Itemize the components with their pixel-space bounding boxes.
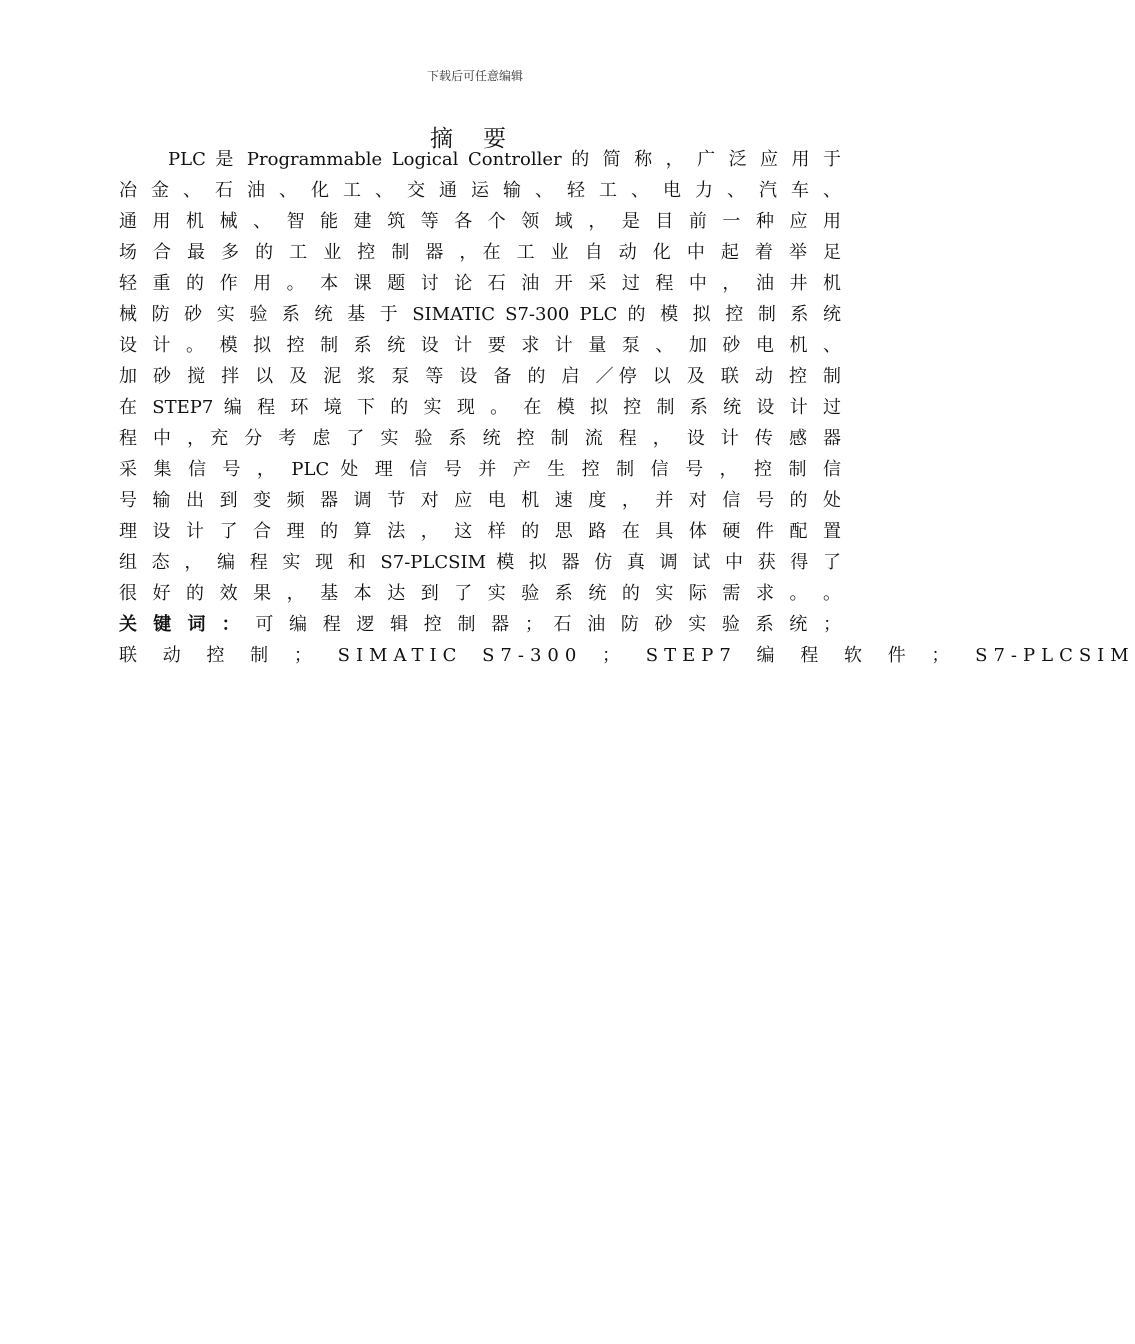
keywords-line	[119, 612, 841, 638]
keywords-label: 关 键 词 ：	[119, 614, 245, 635]
abstract-line: 采 集 信 号 ， PLC 处 理 信 号 并 产 生 控 制 信 号 ， 控 制 信	[119, 459, 841, 480]
abstract-line: 程 中 ，充 分 考 虑 了 实 验 系 统 控 制 流 程 ， 设 计 传 感 器	[119, 428, 841, 449]
abstract-line: 设 计 。 模 拟 控 制 系 统 设 计 要 求 计 量 泵 、 加 砂 电 机 、	[119, 335, 841, 356]
abstract-line: 很 好 的 效 果 ， 基 本 达 到 了 实 验 系 统 的 实 际 需 求 。 。	[119, 583, 841, 604]
abstract-line: 通 用 机 械 、 智 能 建 筑 等 各 个 领 域 ， 是 目 前 一 种 应 用	[119, 211, 841, 232]
abstract-line: PLC 是 Programmable Logical Controller 的 简 称 ， 广 泛 应 用 于	[168, 149, 841, 170]
abstract-line: 号 输 出 到 变 频 器 调 节 对 应 电 机 速 度 ， 并 对 信 号 的 处	[119, 490, 841, 511]
keywords-text: 可 编 程 逻 辑 控 制 器 ； 石 油 防 砂 实 验 系 统 ；	[255, 614, 841, 635]
abstract-line: 场 合 最 多 的 工 业 控 制 器 ，在 工 业 自 动 化 中 起 着 举 足	[119, 242, 841, 263]
abstract-line: 械 防 砂 实 验 系 统 基 于 SIMATIC S7-300 PLC 的 模 拟 控 制 系 统	[119, 304, 841, 325]
abstract-line: 加 砂 搅 拌 以 及 泥 浆 泵 等 设 备 的 启 ／停 以 及 联 动 控 制	[119, 366, 841, 387]
abstract-line: 冶 金 、 石 油 、 化 工 、 交 通 运 输 、 轻 工 、 电 力 、 汽 车 、	[119, 180, 841, 201]
abstract-line: 轻 重 的 作 用 。 本 课 题 讨 论 石 油 开 采 过 程 中 ， 油 井 机	[119, 273, 841, 294]
abstract-line: 组 态 ， 编 程 实 现 和 S7-PLCSIM 模 拟 器 仿 真 调 试 中 获 得 了	[119, 552, 841, 573]
page-title: 摘要	[430, 126, 536, 152]
keywords-line-2: 联 动 控 制 ； SIMATIC S7-300 ； STEP7 编 程 软 件 ； S7-PLCSIM	[119, 645, 1135, 666]
header-note: 下载后可任意编辑	[426, 69, 523, 83]
abstract-line: 理 设 计 了 合 理 的 算 法 ， 这 样 的 思 路 在 具 体 硬 件 配 置	[119, 521, 841, 542]
abstract-line: 在 STEP7 编 程 环 境 下 的 实 现 。 在 模 拟 控 制 系 统 设 计 过	[119, 397, 841, 418]
